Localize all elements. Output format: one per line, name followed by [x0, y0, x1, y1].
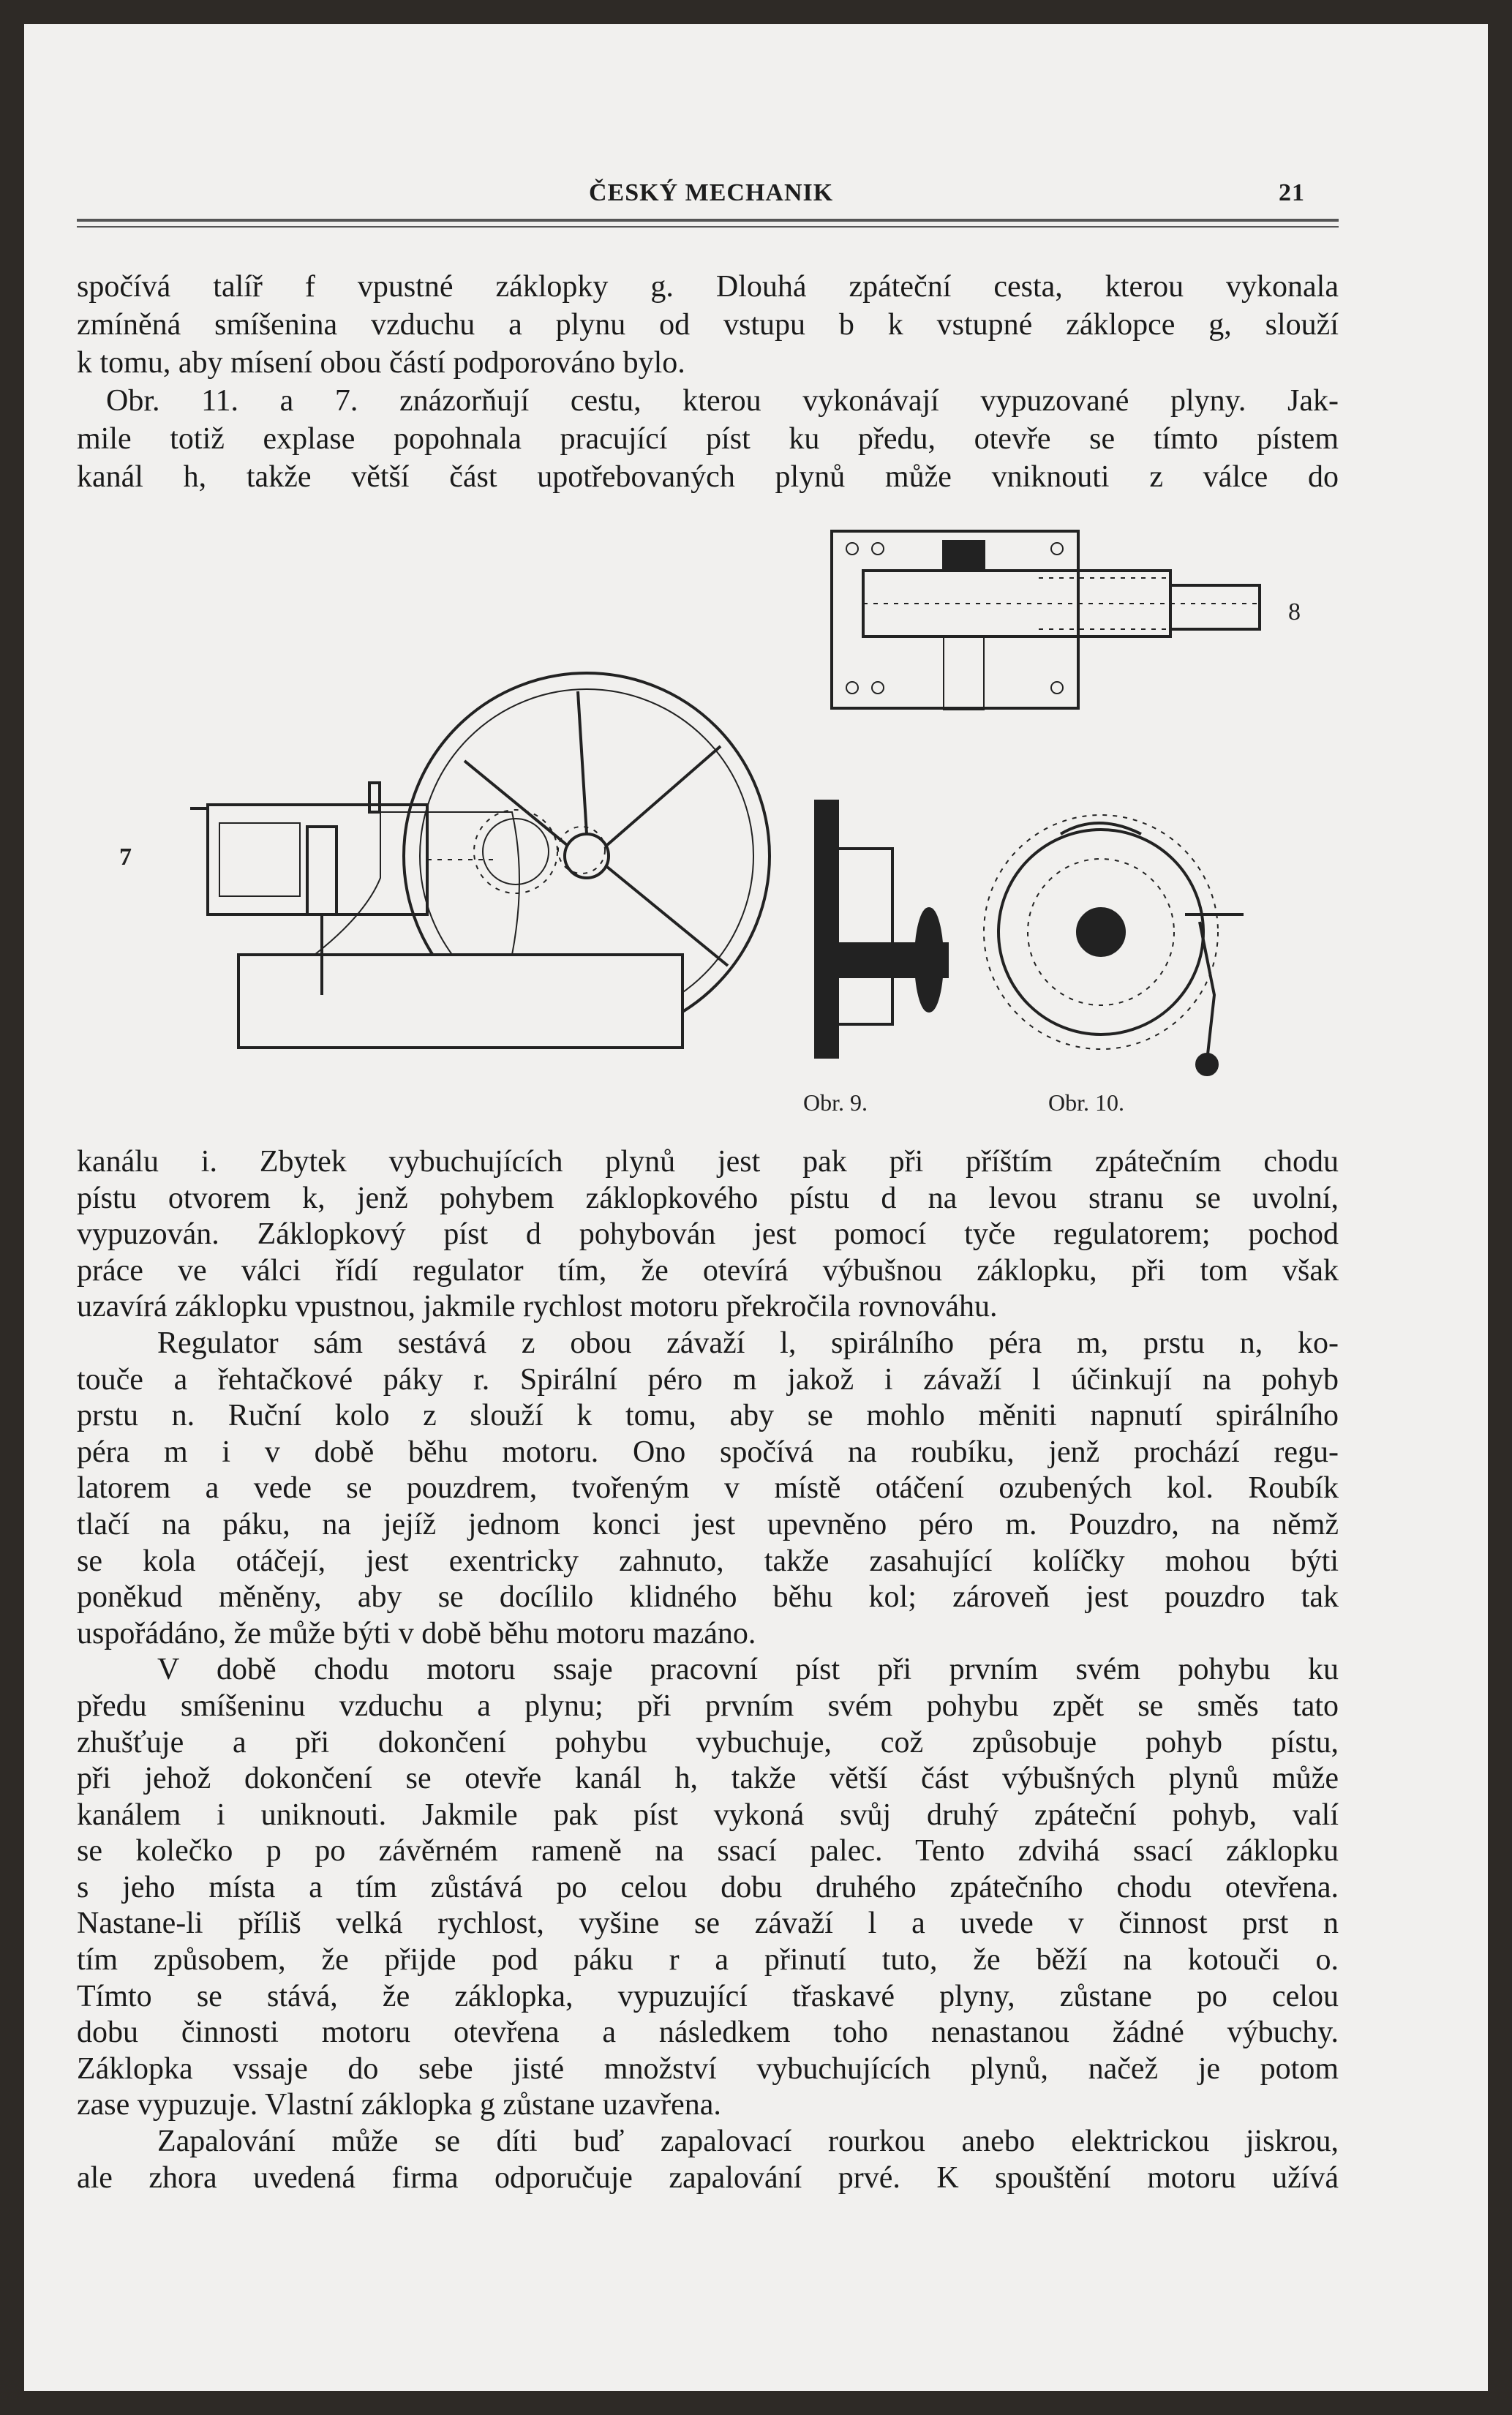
text-line: touče a řehtačkové páky r. Spirální péro m jakož i závaží l účinkují na pohyb [77, 1362, 1339, 1397]
hand-wheel-z [916, 909, 942, 1011]
text-line: se kola otáčejí, jest exentricky zahnuto, takže zasahující kolíčky mohou býti [77, 1544, 1339, 1578]
figure-9-caption: Obr. 9. [803, 1089, 868, 1116]
text-line: dobu činnosti motoru otevřena a následkem toho nenastanou žádné výbuchy. [77, 2016, 1339, 2050]
flywheel-spoke [607, 746, 721, 845]
text-line: péra m i v době běhu motoru. Ono spočívá na roubíku, jenž prochází regu- [77, 1435, 1339, 1469]
text-line: Zapalování může se díti buď zapalovací rourkou anebo elektrickou jiskrou, [157, 2125, 1339, 2159]
text-line: uspořádáno, že může býti v době běhu motoru mazáno. [77, 1616, 756, 1650]
text-line: prstu n. Ruční kolo z slouží k tomu, aby se mohlo měniti napnutí spirálního [77, 1399, 1339, 1433]
figure-8-valve-section [832, 531, 1260, 710]
flywheel-hub [565, 834, 609, 878]
paragraph-block-bottom [77, 1144, 1339, 2196]
text-line: spočívá talíř f vpustné záklopky g. Dlouhá zpáteční cesta, kterou vykonala [77, 270, 1339, 304]
text-line: kanálu i. Zbytek vybuchujících plynů jest pak při příštím zpátečním chodu [77, 1145, 1339, 1179]
running-header-title: ČESKÝ MECHANIK [589, 179, 834, 206]
text-line: poněkud měněny, aby se docílilo klidného běhu kol; zároveň jest pouzdro tak [77, 1580, 1339, 1615]
regulator-center-hub [1077, 909, 1124, 955]
figure-9-regulator-section [816, 801, 947, 1057]
valve-spring [944, 541, 984, 571]
cylinder-head [219, 823, 300, 896]
text-line: uzavírá záklopku vpustnou, jakmile rychlost motoru překročila rovnováhu. [77, 1290, 998, 1324]
text-line: latorem a vede se pouzdrem, tvořeným v místě otáčení ozubených kol. Roubík [77, 1471, 1339, 1506]
text-line: mile totiž explase popohnala pracující píst ku předu, otevře se tímto pístem [77, 422, 1339, 456]
valve-body [307, 827, 336, 914]
text-line: k tomu, aby mísení obou částí podporováno bylo. [77, 346, 685, 380]
scanned-page [24, 24, 1488, 2391]
engine-base [238, 955, 682, 1048]
bolt-hole [846, 543, 858, 555]
text-line: vypuzován. Záklopkový píst d pohybován jest pomocí tyče regulatorem; pochod [77, 1217, 1339, 1252]
text-line: zhušťuje a při dokončení pohybu vybuchuje, což způsobuje pohyb pístu, [77, 1725, 1339, 1759]
text-line: kanál h, takže větší část upotřebovaných plynů může vniknouti z válce do [77, 460, 1339, 494]
engine-figures [24, 24, 1488, 1165]
bolt-hole [872, 543, 884, 555]
page-number: 21 [1279, 179, 1305, 206]
bolt-hole [872, 682, 884, 694]
flywheel-spoke [607, 867, 728, 966]
text-line: při jehož dokončení se otevře kanál h, takže větší část výbušných plynů může [77, 1762, 1339, 1796]
figure-8-label: 8 [1288, 598, 1301, 626]
regulator-hub-section [816, 801, 838, 1057]
text-line: práce ve válci řídí regulator tím, že otevírá výbušnou záklopku, při tom však [77, 1253, 1339, 1288]
text-line: kanálem i uniknouti. Jakmile pak píst vykoná svůj druhý zpáteční pohyb, valí [77, 1798, 1339, 1832]
figure-10-caption: Obr. 10. [1048, 1089, 1124, 1116]
flywheel-spoke [578, 691, 587, 834]
text-line: Záklopka vssaje do sebe jisté množství vybuchujících plynů, načež je potom [77, 2051, 1339, 2086]
bolt-hole [846, 682, 858, 694]
text-line: V době chodu motoru ssaje pracovní píst při prvním svém pohybu ku [157, 1653, 1339, 1687]
text-line: zmíněná smíšenina vzduchu a plynu od vstupu b k vstupné záklopce g, slouží [77, 308, 1339, 342]
regulator-gear [474, 810, 557, 893]
engine-cylinder [208, 805, 427, 914]
text-line: Tímto se stává, že záklopka, vypuzující třaskavé plyny, zůstane po celou [77, 1979, 1339, 2013]
bolt-hole [1051, 682, 1063, 694]
text-line: ale zhora uvedená firma odporučuje zapalování prvé. K spouštění motoru užívá [77, 2160, 1339, 2195]
text-line: zase vypuzuje. Vlastní záklopka g zůstane uzavřena. [77, 2088, 721, 2122]
figure-7-gas-engine [190, 673, 770, 1048]
regulator-housing-section [838, 849, 892, 1024]
text-line: tím způsobem, že přijde pod páku r a přinutí tuto, že běží na kotouči o. [77, 1943, 1339, 1978]
valve-port [944, 636, 984, 710]
text-line: Regulator sám sestává z obou závaží l, spirálního péra m, prstu n, ko- [157, 1326, 1339, 1360]
text-line: Nastane-li příliš velká rychlost, vyšine se závaží l a uvede v činnost prst n [77, 1907, 1339, 1941]
figure-10-regulator-face [984, 815, 1244, 1075]
text-line: pístu otvorem k, jenž pohybem záklopkového pístu d na levou stranu se uvolní, [77, 1181, 1339, 1215]
text-line: s jeho místa a tím zůstává po celou dobu druhého zpátečního chodu otevřena. [77, 1870, 1339, 1904]
bolt-hole [1051, 543, 1063, 555]
valve-shaft-end [1170, 585, 1260, 629]
text-line: předu smíšeninu vzduchu a plynu; při prvním svém pohybu zpět se směs tato [77, 1689, 1339, 1723]
figure-7-label: 7 [119, 844, 132, 871]
text-line: se kolečko p po závěrném rameně na ssací palec. Tento zdvihá ssací záklopku [77, 1834, 1339, 1868]
lubricator [369, 783, 380, 812]
lever-pivot [1197, 1054, 1217, 1075]
text-line: Obr. 11. a 7. znázorňují cestu, kterou vykonávají vypuzované plyny. Jak- [106, 384, 1339, 418]
text-line: tlačí na páku, na jejíž jednom konci jest upevněno péro m. Pouzdro, na němž [77, 1507, 1339, 1541]
